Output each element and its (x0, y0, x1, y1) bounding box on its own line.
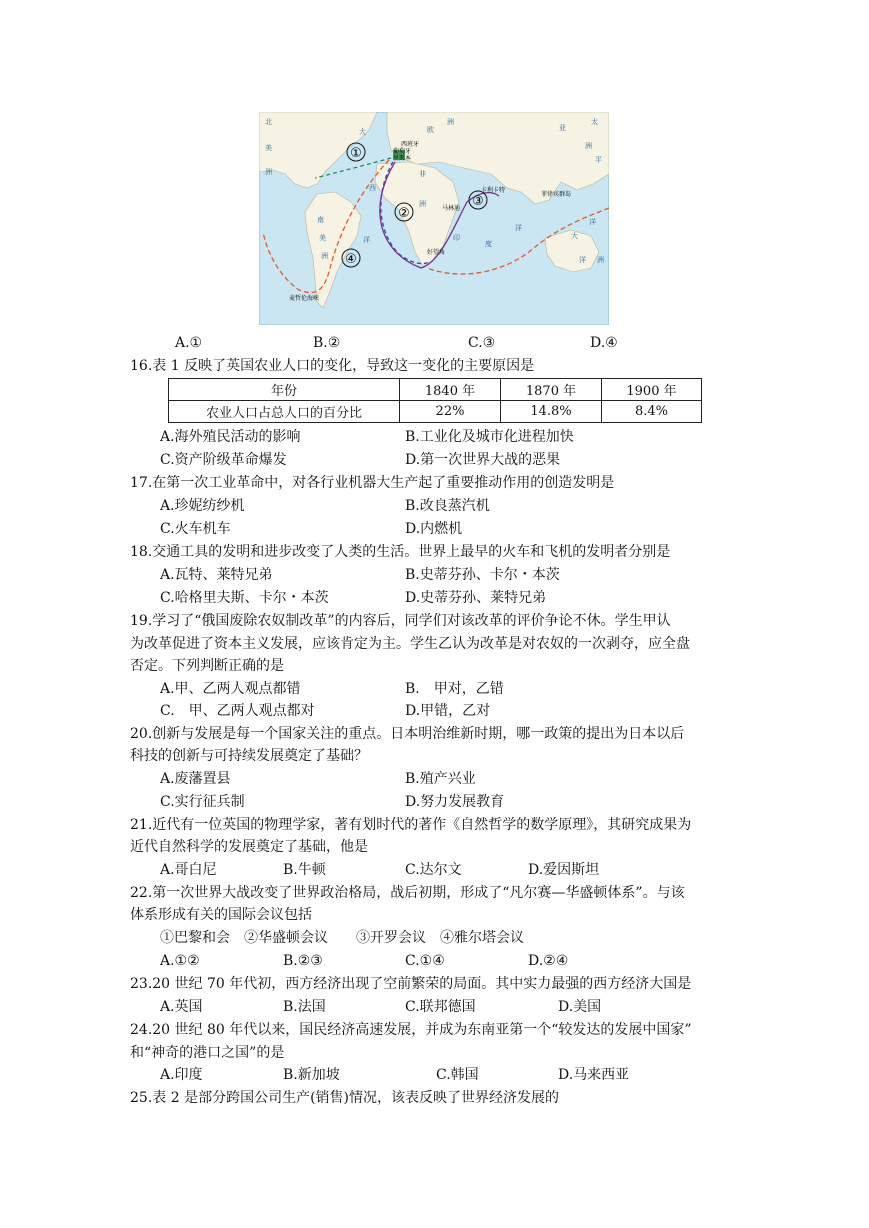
q21-option-c: C.达尔文 (405, 862, 462, 878)
map-region-label: 欧 (427, 126, 434, 134)
q18-option-c: C.哈格里夫斯、卡尔・本茨 (160, 590, 329, 606)
q25-stem: 25.表 2 是部分跨国公司生产(销售)情况，该表反映了世界经济发展的 (130, 1090, 559, 1106)
map-region-label: 洋 (579, 256, 586, 264)
q22-stem-line-1: 22.第一次世界大战改变了世界政治格局，战后初期，形成了“凡尔赛—华盛顿体系”。与该 (130, 885, 685, 901)
q18-option-a: A.瓦特、莱特兄弟 (160, 567, 273, 583)
q20-option-d: D.努力发展教育 (405, 794, 505, 810)
map-region-label: 北 (265, 118, 272, 126)
q21-option-a: A.哥白尼 (160, 862, 217, 878)
q22-stem-line-2: 体系形成有关的国际会议包括 (130, 907, 312, 923)
label-spain: 西班牙 (401, 141, 420, 148)
q23-option-a: A.英国 (160, 999, 203, 1015)
q22-option-a: A.①② (160, 953, 200, 969)
q22-option-c: C.①④ (405, 953, 445, 969)
map-region-label: 非 (419, 170, 426, 178)
q22-items: ①巴黎和会 ②华盛顿会议 ③开罗会议 ④雅尔塔会议 (160, 930, 524, 946)
table-cell: 1870 年 (501, 379, 602, 401)
q24-stem-line-1: 24.20 世纪 80 年代以来，国民经济高速发展，并成为东南亚第一个“较发达的发展中国家” (130, 1022, 692, 1038)
q19-stem-line-2: 为改革促进了资本主义发展，应该肯定为主。学生乙认为改革是对农奴的一次剥夺，应全盘 (130, 636, 690, 652)
map-region-label: 洋 (363, 236, 370, 244)
q22-option-d: D.②④ (528, 953, 569, 969)
q21-option-b: B.牛顿 (283, 862, 326, 878)
table-cell: 8.4% (602, 401, 702, 423)
q21-stem-line-1: 21.近代有一位英国的物理学家，著有划时代的著作《自然哲学的数学原理》，其研究成果为 (130, 817, 692, 833)
map-region-label: 洲 (265, 168, 272, 176)
svg-text:①: ① (350, 146, 362, 161)
q18-option-b: B.史蒂芬孙、卡尔・本茨 (405, 567, 560, 583)
q21-stem-line-2: 近代自然科学的发展奠定了基础，他是 (130, 839, 368, 855)
svg-text:③: ③ (472, 194, 484, 209)
table-cell: 1840 年 (400, 379, 501, 401)
q16-table (168, 378, 702, 423)
map-region-label: 度 (485, 240, 492, 248)
map-region-label: 大 (359, 128, 366, 136)
q16-option-a: A.海外殖民活动的影响 (160, 429, 301, 445)
q18-stem: 18.交通工具的发明和进步改变了人类的生活。世界上最早的火车和飞机的发明者分别是 (130, 544, 671, 560)
q23-stem: 23.20 世纪 70 年代初，西方经济出现了空前繁荣的局面。其中实力最强的西方经济大国是 (130, 976, 692, 992)
label-magellan-strait: 麦哲伦海峡 (289, 295, 320, 302)
label-portugal: 葡萄牙 (393, 148, 412, 155)
table-cell: 农业人口占总人口的百分比 (169, 401, 400, 423)
map-region-label: 南 (317, 216, 324, 224)
map-region-label: 洲 (321, 252, 328, 260)
q17-option-c: C.火车机车 (160, 521, 231, 537)
q20-option-b: B.殖产兴业 (405, 771, 476, 787)
q19-option-d: D.甲错，乙对 (405, 703, 491, 719)
table-row (169, 379, 702, 401)
label-philippines: 菲律宾群岛 (541, 191, 572, 198)
q21-option-d: D.爱因斯坦 (528, 862, 600, 878)
q20-option-c: C.实行征兵制 (160, 794, 245, 810)
table-cell: 年份 (169, 379, 400, 401)
q24-option-b: B.新加坡 (283, 1067, 340, 1083)
q24-option-a: A.印度 (160, 1067, 203, 1083)
world-map-svg (259, 112, 609, 325)
q19-stem-line-3: 否定。下列判断正确的是 (130, 658, 284, 674)
map-region-label: 洲 (447, 118, 454, 126)
table-cell: 1900 年 (602, 379, 702, 401)
table-cell: 22% (400, 401, 501, 423)
label-calicut: 卡利卡特 (481, 187, 506, 194)
map-region-label: 洲 (597, 256, 604, 264)
map-region-label: 印 (453, 234, 460, 242)
map-region-label: 西 (369, 184, 376, 192)
q16-stem: 16.表 1 反映了英国农业人口的变化，导致这一变化的主要原因是 (130, 358, 535, 374)
map-region-label: 美 (265, 144, 272, 152)
q24-option-c: C.韩国 (436, 1067, 479, 1083)
svg-text:②: ② (398, 206, 410, 221)
new-route-map (259, 112, 609, 325)
label-cape-good-hope: 好望角 (427, 249, 446, 256)
q23-option-d: D.美国 (558, 999, 602, 1015)
q22-option-b: B.②③ (283, 953, 323, 969)
q17-option-a: A.珍妮纺纱机 (160, 498, 245, 514)
q19-option-b: B. 甲对，乙错 (405, 681, 504, 697)
table-row (169, 401, 702, 423)
map-region-label: 亚 (559, 124, 566, 132)
map-region-label: 洋 (589, 218, 596, 226)
q15-option-c: C.③ (468, 335, 496, 351)
q17-option-d: D.内燃机 (405, 521, 463, 537)
q24-stem-line-2: 和“神奇的港口之国”的是 (130, 1045, 285, 1061)
map-region-label: 平 (595, 156, 602, 164)
q23-option-c: C.联邦德国 (405, 999, 476, 1015)
q19-option-a: A.甲、乙两人观点都错 (160, 681, 301, 697)
map-region-label: 大 (571, 232, 578, 240)
q17-option-b: B.改良蒸汽机 (405, 498, 490, 514)
map-region-label: 洋 (515, 224, 522, 232)
svg-text:④: ④ (345, 252, 357, 267)
q24-option-d: D.马来西亚 (558, 1067, 630, 1083)
map-region-label: 洲 (419, 200, 426, 208)
q15-option-b: B.② (313, 335, 341, 351)
q20-option-a: A.废藩置县 (160, 771, 231, 787)
map-region-label: 太 (591, 118, 598, 126)
q16-option-c: C.资产阶级革命爆发 (160, 452, 287, 468)
table-cell: 14.8% (501, 401, 602, 423)
q15-option-a: A.① (175, 335, 203, 351)
q19-stem-line-1: 19.学习了“俄国废除农奴制改革”的内容后，同学们对该改革的评价争论不休。学生甲认 (130, 613, 671, 629)
q16-option-d: D.第一次世界大战的恶果 (405, 452, 561, 468)
label-malindi: 马林迪 (442, 205, 461, 212)
q19-option-c: C. 甲、乙两人观点都对 (160, 703, 315, 719)
q15-option-d: D.④ (590, 335, 618, 351)
q17-stem: 17.在第一次工业革命中，对各行业机器大生产起了重要推动作用的创造发明是 (130, 475, 615, 491)
map-region-label: 洲 (585, 142, 592, 150)
q16-option-b: B.工业化及城市化进程加快 (405, 429, 574, 445)
label-lisbon: 里斯本 (393, 155, 412, 162)
q20-stem-line-1: 20.创新与发展是每一个国家关注的重点。日本明治维新时期，哪一政策的提出为日本以后 (130, 726, 685, 742)
q20-stem-line-2: 科技的创新与可持续发展奠定了基础？ (130, 748, 368, 764)
q23-option-b: B.法国 (283, 999, 326, 1015)
q18-option-d: D.史蒂芬孙、莱特兄弟 (405, 590, 547, 606)
map-region-label: 美 (319, 234, 326, 242)
